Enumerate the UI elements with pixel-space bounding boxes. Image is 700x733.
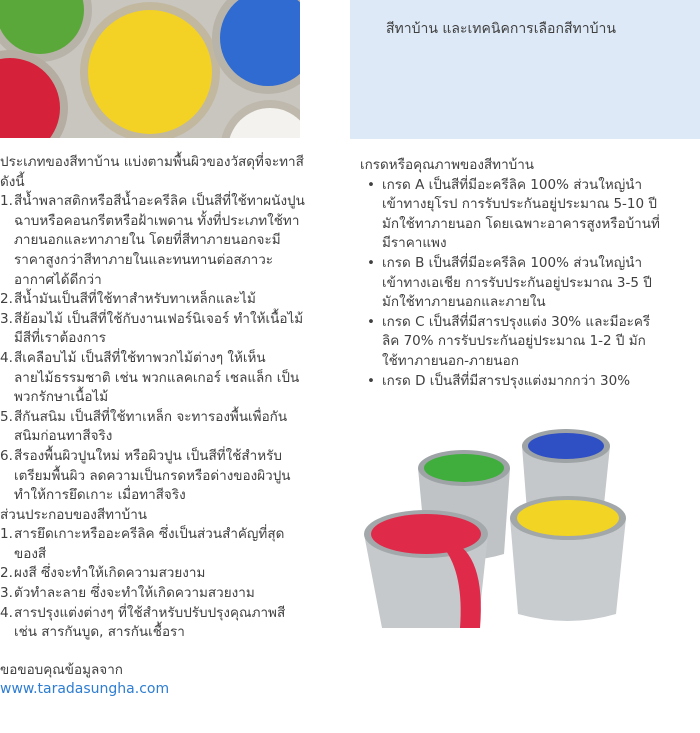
list-item: • เกรด D เป็นสีที่มีสารปรุงแต่งมากกว่า 30% [360,372,660,392]
credit-link[interactable]: www.taradasungha.com [0,681,170,698]
list-item: 3. ตัวทำละลาย ซึ่งจะทำให้เกิดความสวยงาม [0,585,255,602]
components-list [0,525,305,643]
list-item: 1. สารยึดเกาะหรืออะครีลิค ซึ่งเป็นส่วนสำคัญที่สุดของสี [0,526,285,562]
grades-list [360,176,660,392]
right-column [360,156,660,391]
grades-heading: เกรดหรือคุณภาพของสีทาบ้าน [360,157,535,173]
list-item: 2. สีน้ำมันเป็นสีที่ใช้ทาสำหรับทาเหล็กและไม้ [0,291,256,308]
title-panel [350,0,700,139]
list-item: 4. สีเคลือบไม้ เป็นสีที่ใช้ทาพวกไม้ต่างๆ ให้เห็นลายไม้ธรรมชาติ เช่น พวกแลคเกอร์ เชลแล็ก เป็นพวกรักษาเนื้อไม้ [0,349,300,406]
bullet-icon: • [367,176,375,193]
credit-block [0,661,305,700]
list-item: • เกรด C เป็นสีที่มีสารปรุงแต่ง 30% และมีอะครีลิค 70% การรับประกันอยู่ประมาณ 1-2 ปี มักใช้ทาภายนอก-ภายนอก [367,313,651,369]
list-item: 5. สีกันสนิม เป็นสีที่ใช้ทาเหล็ก จะทารองพื้นเพื่อกันสนิมก่อนทาสีจริง [0,408,288,445]
list-item: 1. สีน้ำพลาสติกหรือสีน้ำอะครีลิค เป็นสีที่ใช้ทาผนังปูนฉาบหรือคอนกรีตหรือฝ้าเพดาน ทั้งที่ประเภทใช้ทาภายนอกและทาภายใน โดยที่สีทาภายนอกจะมีราคาสูงกว่าสีทาภายในและทนทานต่อสภาวะอากาศได้ดีกว่า [0,193,305,288]
list-item: 4. สารปรุงแต่งต่างๆ ที่ใช้สำหรับปรับปรุงคุณภาพสี เช่น สารกันบูด, สารกันเชื้อรา [0,604,286,641]
list-item: 6. สีรองพื้นผิวปูนใหม่ หรือผิวปูน เป็นสีที่ใช้สำหรับเตรียมพื้นผิว ลดความเป็นกรดหรือด่างของผิวปูน ทำให้การยึดเกาะ เมื่อทาสีจริง [0,447,291,504]
types-list [0,192,305,506]
list-item: 2. ผงสี ซึ่งจะทำให้เกิดความสวยงาม [0,565,206,582]
paint-buckets-photo [360,424,650,628]
left-column [0,153,305,700]
list-item: 3. สีย้อมไม้ เป็นสีที่ใช้กับงานเฟอร์นิเจอร์ ทำให้เนื้อไม้มีสีที่เราต้องการ [0,310,304,347]
bullet-icon: • [367,254,375,271]
paint-cans-top-photo [0,0,300,138]
list-item: • เกรด B เป็นสีที่มีอะครีลิค 100% ส่วนใหญ่นำเข้าทางเอเชีย การรับประกันอยู่ประมาณ 3-5 ปี มักใช้ทาภายนอกและภายใน [367,254,652,311]
types-heading: ประเภทของสีทาบ้าน แบ่งตามพื้นผิวของวัสดุที่จะทาสีดังนี้ [0,154,304,190]
credit-label: ขอขอบคุณข้อมูลจาก [0,661,123,678]
bullet-icon: • [367,313,375,330]
bullet-icon: • [367,372,375,389]
list-item: • เกรด A เป็นสีที่มีอะครีลิค 100% ส่วนใหญ่นำเข้าทางยุโรป การรับประกันอยู่ประมาณ 5-10 ปี มักใช้ทาภายนอก โดยเฉพาะอาคารสูงหรือบ้านที่มีราคาแพง [367,176,660,252]
components-heading: ส่วนประกอบของสีทาบ้าน [0,506,147,523]
page-title: สีทาบ้าน และเทคนิคการเลือกสีทาบ้าน [386,21,616,37]
